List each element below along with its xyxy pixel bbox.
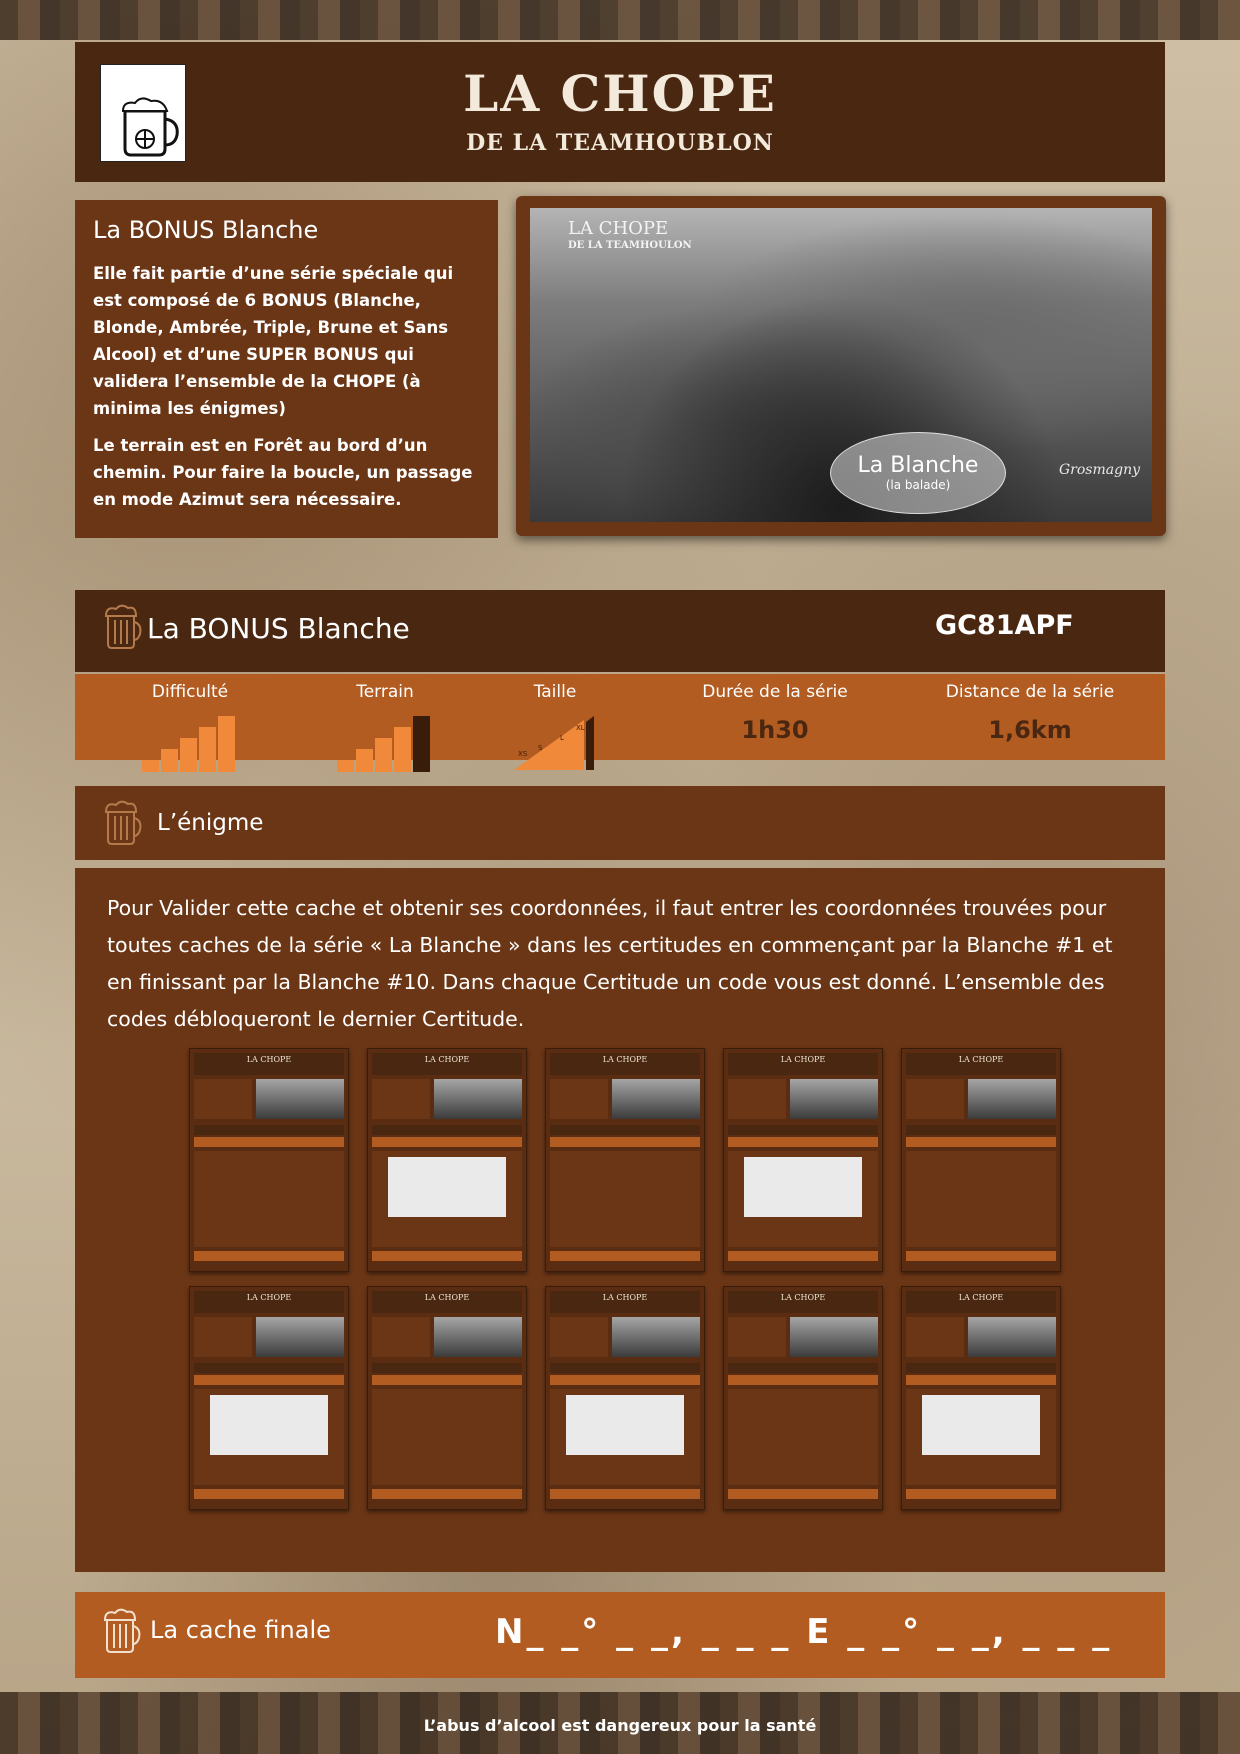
thumbnail-title: LA CHOPE [246,1055,292,1064]
size-option-l: L [560,734,564,742]
thumbnail-title: LA CHOPE [602,1055,648,1064]
thumbnail-title: LA CHOPE [424,1293,470,1302]
enigme-text: Pour Valider cette cache et obtenir ses coordonnées, il faut entrer les coordonnées trouvées pour toutes caches de la série « La Blanche » dans les certitudes en commençant par la Blanche #1 et en finissant par la Blanche #10. Dans chaque Certitude un code vous est donné. L’ensemble des codes débloqueront le dernier Certitude. [107,896,1113,1031]
top-border-texture [0,0,1240,40]
stat-duration [675,682,875,744]
stats-bar [75,674,1165,760]
difficulty-step [218,716,235,772]
stat-difficulty [125,682,255,774]
thumbnail-title: LA CHOPE [958,1055,1004,1064]
intro-paragraph-1: Elle fait partie d’une série spéciale qui est composé de 6 BONUS (Blanche, Blonde, Ambrée, Triple, Brune et Sans Alcool) et d’une SUPER BONUS qui validera l’ensemble de la CHOPE (à minima les énigmes) [93,264,454,418]
final-coordinates: N_ _° _ _, _ _ _ E _ _° _ _, _ _ _ [495,1612,1113,1652]
difficulty-step [142,760,159,772]
beer-mug-icon [99,1606,141,1654]
final-cache-bar [75,1592,1165,1678]
series-thumbnail [901,1048,1061,1272]
stat-distance [920,682,1140,744]
photo-oval-title: La Blanche [857,453,979,478]
series-thumbnail [901,1286,1061,1510]
duration-label: Durée de la série [702,682,848,702]
thumbnail-title: LA CHOPE [602,1293,648,1302]
duration-value: 1h30 [741,716,809,744]
cache-code: GC81APF [935,610,1074,641]
thumbnail-title: LA CHOPE [780,1293,826,1302]
series-thumbnail [545,1286,705,1510]
series-thumbnail [367,1048,527,1272]
series-thumbnail [367,1286,527,1510]
size-option-s: S [538,744,543,752]
intro-paragraph-2: Le terrain est en Forêt au bord d’un chemin. Pour faire la boucle, un passage en mode Azimut sera nécessaire. [93,436,473,509]
photo-frame [516,196,1166,536]
enigme-body [75,868,1165,1572]
size-option-xl: XL [576,724,585,732]
landscape-photo [530,208,1152,522]
thumbnail-title: LA CHOPE [958,1293,1004,1302]
thumbnail-title: LA CHOPE [246,1293,292,1302]
intro-panel [75,200,498,538]
series-thumbnail [723,1286,883,1510]
terrain-step [394,727,411,772]
cache-header [75,590,1165,672]
stat-size [495,682,615,774]
photo-subtitle: DE LA TEAMHOULON [568,240,692,251]
terrain-step [337,760,354,772]
photo-signature: Grosmagny [1059,462,1140,478]
terrain-step [356,749,373,772]
enigme-header [75,786,1165,860]
photo-oval-subtitle: (la balade) [885,478,951,492]
photo-title: LA CHOPE [568,218,669,239]
difficulty-label: Difficulté [151,682,229,702]
thumbnail-title: LA CHOPE [780,1055,826,1064]
beer-mug-icon [100,602,142,650]
terrain-rating-icon [333,708,437,774]
page-header [75,42,1165,182]
terrain-step [375,738,392,772]
series-thumbnail [189,1286,349,1510]
terrain-label: Terrain [356,682,414,702]
series-thumbnail [723,1048,883,1272]
enigme-title: L’énigme [157,810,264,836]
health-disclaimer: L’abus d’alcool est dangereux pour la santé [423,1716,817,1735]
difficulty-step [199,727,216,772]
cache-name: La BONUS Blanche [147,612,410,645]
distance-label: Distance de la série [945,682,1115,702]
size-option-xs: XS [518,750,528,758]
page-title: LA CHOPE [463,64,777,123]
series-thumbnail [189,1048,349,1272]
beer-mug-icon [100,798,142,846]
series-thumbnail [545,1048,705,1272]
difficulty-step [180,738,197,772]
photo-oval-label [830,432,1006,514]
final-cache-label: La cache finale [150,1616,331,1644]
intro-heading: La BONUS Blanche [93,216,319,244]
difficulty-step [161,749,178,772]
stat-terrain [320,682,450,774]
distance-value: 1,6km [988,716,1072,744]
size-rating-icon [510,708,600,774]
difficulty-rating-icon [138,708,242,774]
terrain-step [413,716,430,772]
size-label: Taille [533,682,577,702]
thumbnail-title: LA CHOPE [424,1055,470,1064]
page-subtitle: DE LA TEAMHOUBLON [466,130,774,156]
